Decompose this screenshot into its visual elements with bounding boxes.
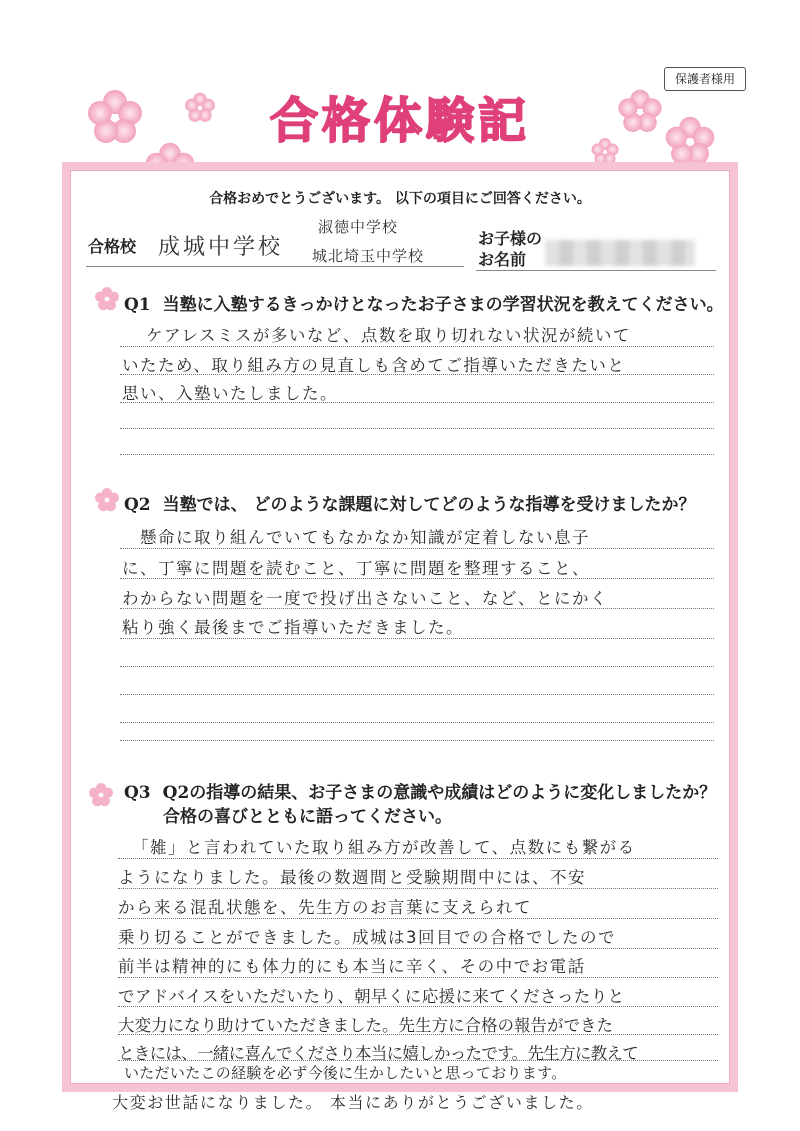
child-label-2: お名前	[478, 250, 527, 269]
q2-rule-1	[120, 548, 714, 549]
q1-rule-5	[120, 454, 714, 455]
school-sub2: 城北埼玉中学校	[312, 247, 425, 265]
q3-answer-line-9: いただいたこの経験を必ず今後に生かしたいと思っております。	[124, 1064, 567, 1082]
q3-text: Q2の指導の結果、お子さまの意識や成績はどのように変化しましたか？	[162, 783, 717, 803]
q3-answer-line-8: ときには、一緒に喜んでくださり本当に嬉しかったです。先生方に教えて	[118, 1044, 639, 1063]
q3-answer-line-4: 乗り切ることができました。成城は3回目での合格でしたので	[118, 928, 616, 947]
q1-answer-line-1: ケアレスミスが多いなど、点数を取り切れない状況が続いて	[146, 326, 631, 345]
q2-heading	[124, 490, 696, 515]
q1-heading	[124, 290, 724, 315]
q2-rule-3	[120, 608, 714, 609]
guardian-badge: 保護者様用	[664, 67, 746, 91]
q1-answer-line-2: いたため、取り組み方の見直しも含めてご指導いただきたいと	[122, 356, 626, 375]
q3-answer-line-6: でアドバイスをいただいたり、朝早くに応援に来てくださったりと	[118, 987, 625, 1006]
q1-number: Q1	[124, 295, 151, 315]
q3-heading	[124, 778, 716, 803]
school-underline	[86, 266, 464, 267]
q3-rule-6	[118, 1006, 718, 1007]
q2-rule-6	[120, 694, 714, 695]
child-name-redacted	[545, 240, 695, 266]
q1-rule-2	[120, 374, 714, 375]
q3-answer-line-1: 「雑」と言われていた取り組み方が改善して、点数にも繋がる	[132, 838, 636, 857]
child-underline	[476, 270, 716, 271]
q2-number: Q2	[124, 495, 151, 515]
q2-rule-5	[120, 666, 714, 667]
q2-answer-line-4: 粘り強く最後までご指導いただきました。	[122, 618, 464, 637]
q2-answer-line-1: 懸命に取り組んでいてもなかなか知識が定着しない息子	[140, 528, 590, 547]
q2-text: 当塾では、 どのような課題に対してどのような指導を受けましたか？	[162, 495, 696, 515]
school-main: 成城中学校	[158, 235, 284, 260]
intro-text: 合格おめでとうございます。 以下の項目にご回答ください。	[209, 191, 591, 207]
q3-answer-line-7: 大変力になり助けていただきました。先生方に合格の報告ができた	[118, 1016, 613, 1035]
q3-blossom-icon	[86, 780, 116, 810]
q3-rule-3	[118, 918, 718, 919]
q3-answer-line-3: から来る混乱状態を、先生方のお言葉に支えられて	[118, 898, 532, 917]
q1-blossom-icon	[92, 284, 122, 314]
q2-rule-7	[120, 722, 714, 723]
q1-rule-3	[120, 402, 714, 403]
q3-rule-4	[118, 948, 718, 949]
q2-rule-8	[120, 740, 714, 741]
q2-answer-line-2: に、丁寧に問題を読むこと、丁寧に問題を整理すること、	[122, 559, 590, 578]
school-sub1: 淑徳中学校	[318, 218, 399, 236]
q3-rule-7	[118, 1034, 718, 1035]
q1-answer-line-3: 思い、入塾いたしました。	[122, 384, 338, 403]
q1-rule-1	[120, 346, 714, 347]
child-label-1: お子様の	[478, 229, 543, 248]
q3-rule-1	[118, 858, 718, 859]
q3-rule-5	[118, 977, 718, 978]
q3-rule-8	[118, 1060, 718, 1061]
q3-answer-line-2: ようになりました。最後の数週間と受験期間中には、不安	[118, 868, 586, 887]
q3-heading-line2: 合格の喜びとともに語ってください。	[163, 807, 452, 827]
q2-rule-4	[120, 638, 714, 639]
q2-blossom-icon	[92, 485, 122, 515]
q2-rule-2	[120, 578, 714, 579]
closing-message: 大変お世話になりました。 本当にありがとうございました。	[112, 1093, 594, 1112]
q3-answer-line-5: 前半は精神的にも体力的にも本当に辛く、その中でお電話	[118, 957, 586, 976]
school-label: 合格校	[88, 237, 137, 256]
page-title: 合格体験記	[269, 93, 530, 149]
q1-text: 当塾に入塾するきっかけとなったお子さまの学習状況を教えてください。	[162, 295, 724, 315]
q3-number: Q3	[124, 783, 151, 803]
q3-rule-2	[118, 888, 718, 889]
q2-answer-line-3: わからない問題を一度で投げ出さないこと、など、とにかく	[122, 589, 608, 608]
q1-rule-4	[120, 428, 714, 429]
